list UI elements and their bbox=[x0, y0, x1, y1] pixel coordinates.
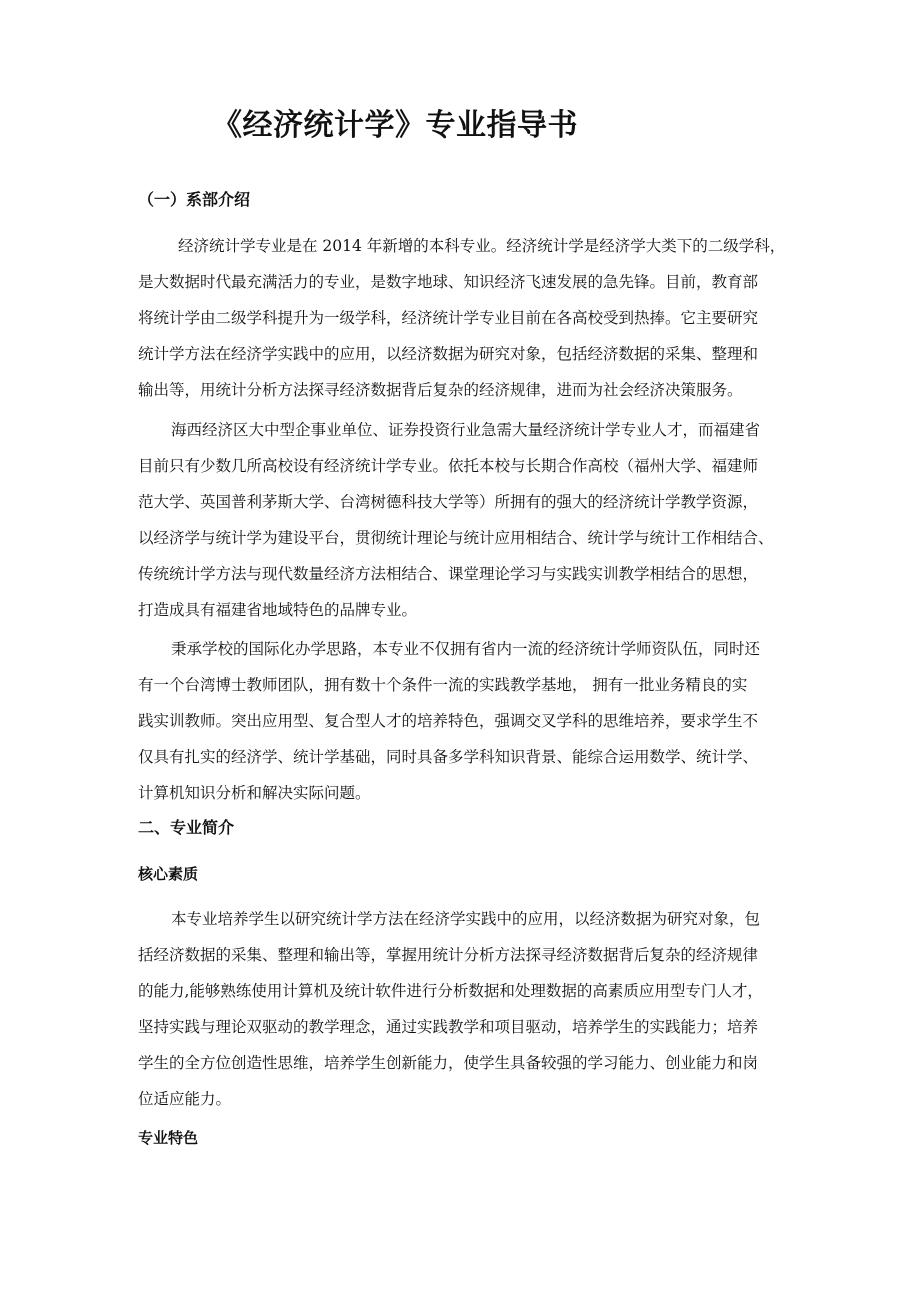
paragraph-line: 是大数据时代最充满活力的专业，是数字地球、知识经济飞速发展的急先锋。目前，教育部 bbox=[138, 273, 759, 291]
paragraph-line: 打造成具有福建省地域特色的品牌专业。 bbox=[138, 601, 418, 619]
paragraph-line: 的能力,能够熟练使用计算机及统计软件进行分析数据和处理数据的高素质应用型专门人才， bbox=[138, 982, 763, 1000]
paragraph-line: 以经济学与统计学为建设平台，贯彻统计理论与统计应用相结合、统计学与统计工作相结合、 bbox=[138, 529, 774, 547]
paragraph-line: 位适应能力。 bbox=[138, 1090, 232, 1108]
subheading-core-qualities: 核心素质 bbox=[138, 865, 199, 883]
paragraph-line: 将统计学由二级学科提升为一级学科，经济统计学专业目前在各高校受到热捧。它主要研究 bbox=[138, 309, 759, 327]
paragraph-line: 目前只有少数几所高校设有经济统计学专业。依托本校与长期合作高校（福州大学、福建师 bbox=[138, 457, 759, 475]
paragraph-line: 践实训教师。突出应用型、复合型人才的培养特色，强调交叉学科的思维培养，要求学生不 bbox=[138, 712, 759, 730]
section-heading-department-intro: （一）系部介绍 bbox=[138, 190, 251, 209]
paragraph-line: 仅具有扎实的经济学、统计学基础，同时具备多学科知识背景、能综合运用数学、统计学、 bbox=[138, 748, 759, 766]
paragraph-line: 统计学方法在经济学实践中的应用，以经济数据为研究对象，包括经济数据的采集、整理和 bbox=[138, 345, 759, 363]
paragraph-line: 学生的全方位创造性思维，培养学生创新能力，使学生具备较强的学习能力、创业能力和岗 bbox=[138, 1054, 759, 1072]
paragraph-line: 传统统计学方法与现代数量经济方法相结合、课堂理论学习与实践实训教学相结合的思想， bbox=[138, 565, 759, 583]
paragraph-core-qualities bbox=[138, 901, 798, 1117]
paragraph-line: 坚持实践与理论双驱动的教学理念，通过实践教学和项目驱动，培养学生的实践能力；培养 bbox=[138, 1018, 759, 1036]
paragraph-line: 计算机知识分析和解决实际问题。 bbox=[138, 784, 371, 802]
paragraph-line: 本专业培养学生以研究统计学方法在经济学实践中的应用，以经济数据为研究对象，包 bbox=[171, 910, 761, 928]
paragraph-line: 输出等，用统计分析方法探寻经济数据背后复杂的经济规律，进而为社会经济决策服务。 bbox=[138, 381, 743, 399]
paragraph-intro-1 bbox=[138, 228, 798, 408]
paragraph-line: 括经济数据的采集、整理和输出等，掌握用统计分析方法探寻经济数据背后复杂的经济规律 bbox=[138, 946, 759, 964]
subheading-major-features: 专业特色 bbox=[138, 1129, 199, 1147]
paragraph-line: 海西经济区大中型企事业单位、证券投资行业急需大量经济统计学专业人才，而福建省 bbox=[171, 421, 761, 439]
paragraph-line: 范大学、英国普利茅斯大学、台湾树德科技大学等）所拥有的强大的经济统计学教学资源， bbox=[138, 493, 759, 511]
paragraph-intro-2 bbox=[138, 412, 798, 628]
paragraph-line: 秉承学校的国际化办学思路，本专业不仅拥有省内一流的经济统计学师资队伍，同时还 bbox=[171, 640, 761, 658]
section-heading-major-overview: 二、专业简介 bbox=[138, 818, 235, 837]
document-title: 《经济统计学》专业指导书 bbox=[212, 108, 578, 143]
paragraph-line: 有一个台湾博士教师团队，拥有数十个条件一流的实践教学基地， 拥有一批业务精良的实 bbox=[138, 676, 748, 694]
paragraph-intro-3 bbox=[138, 631, 798, 811]
paragraph-line: 经济统计学专业是在 2014 年新增的本科专业。经济统计学是经济学大类下的二级学科， bbox=[178, 237, 786, 255]
